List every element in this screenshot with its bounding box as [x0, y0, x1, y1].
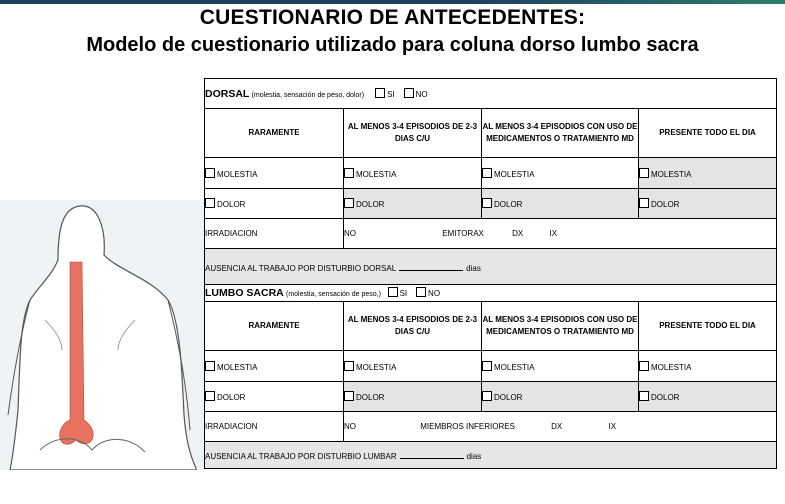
lumbo-molestia-row	[205, 351, 777, 382]
checkbox[interactable]	[205, 198, 215, 208]
checkbox[interactable]	[482, 198, 492, 208]
dorsal-yes-label: SI	[387, 89, 395, 99]
lumbo-dolor-cell-2[interactable]	[344, 382, 482, 412]
lumbo-absence-row	[205, 442, 777, 469]
lumbo-col-2: AL MENOS 3-4 EPISODIOS DE 2-3 DIAS C/U	[344, 302, 482, 351]
dorsal-no-checkbox[interactable]	[404, 88, 414, 98]
lumbo-absence-label: AUSENCIA AL TRABAJO POR DISTURBIO LUMBAR	[205, 452, 397, 461]
dorsal-dolor-row	[205, 189, 777, 219]
lumbo-col-1: RARAMENTE	[205, 302, 344, 351]
checkbox[interactable]	[205, 168, 215, 178]
dorsal-col-3: AL MENOS 3-4 EPISODIOS CON USO DE MEDICAMENTOS O TRATAMIENTO MD	[482, 109, 639, 158]
dorsal-absence-label: AUSENCIA AL TRABAJO POR DISTURBIO DORSAL	[205, 263, 397, 273]
lumbo-irradiacion-row	[205, 412, 777, 442]
dorsal-molestia-cell-3[interactable]	[482, 158, 639, 189]
checkbox[interactable]	[639, 361, 649, 371]
lumbo-header-row	[205, 285, 777, 302]
lumbo-molestia-cell-4[interactable]	[639, 351, 777, 382]
dorsal-irradiacion-row	[205, 219, 777, 249]
dorsal-irr-no[interactable]: NO	[344, 229, 356, 238]
lumbo-irr-no[interactable]: NO	[344, 422, 356, 431]
back-spine-illustration	[0, 200, 205, 470]
lumbo-irr-options[interactable]	[344, 412, 777, 442]
option-label: DOLOR	[217, 393, 246, 402]
dorsal-dolor-cell-3[interactable]	[482, 189, 639, 219]
lumbo-col-3: AL MENOS 3-4 EPISODIOS CON USO DE MEDICAMENTOS O TRATAMIENTO MD	[482, 302, 639, 351]
dorsal-col-1: RARAMENTE	[205, 109, 344, 158]
page-title: CUESTIONARIO DE ANTECEDENTES:	[199, 6, 586, 29]
option-label: MOLESTIA	[494, 362, 535, 372]
dorsal-section-desc: (molestia, sensación de peso, dolor)	[251, 91, 365, 99]
dorsal-columns-row	[205, 109, 777, 158]
checkbox[interactable]	[482, 391, 492, 401]
dorsal-molestia-row	[205, 158, 777, 189]
lumbo-section-name: LUMBO SACRA	[205, 287, 284, 299]
dorsal-absence-unit: dias	[466, 263, 481, 273]
lumbo-irr-label: IRRADIACION	[205, 412, 344, 442]
option-label: DOLOR	[494, 393, 523, 402]
option-label: MOLESTIA	[651, 169, 692, 179]
checkbox[interactable]	[639, 168, 649, 178]
checkbox[interactable]	[639, 391, 649, 401]
option-label: DOLOR	[217, 200, 246, 209]
dorsal-molestia-cell-4[interactable]	[639, 158, 777, 189]
dorsal-section-name: DORSAL	[205, 87, 250, 100]
lumbo-dolor-cell-3[interactable]	[482, 382, 639, 412]
dorsal-absence-row	[205, 249, 777, 285]
checkbox[interactable]	[482, 168, 492, 178]
lumbo-absence-unit: dias	[466, 452, 482, 461]
checkbox[interactable]	[344, 391, 354, 401]
lumbo-section-desc: (molestia, sensación de peso,)	[285, 291, 381, 298]
option-label: MOLESTIA	[217, 362, 258, 372]
lumbo-dolor-cell-1[interactable]	[205, 382, 344, 412]
lumbo-dolor-cell-4[interactable]	[639, 382, 777, 412]
top-accent-bar	[0, 0, 785, 4]
lumbo-molestia-cell-2[interactable]	[344, 351, 482, 382]
checkbox[interactable]	[482, 361, 492, 371]
option-label: MOLESTIA	[217, 169, 258, 179]
option-label: DOLOR	[356, 200, 385, 209]
lumbo-irr-dx[interactable]: DX	[551, 422, 563, 431]
option-label: MOLESTIA	[356, 169, 397, 179]
dorsal-col-4: PRESENTE TODO EL DIA	[639, 109, 777, 158]
dorsal-col-2: AL MENOS 3-4 EPISODIOS DE 2-3 DIAS C/U	[344, 109, 482, 158]
lumbo-molestia-cell-3[interactable]	[482, 351, 639, 382]
dorsal-dolor-cell-1[interactable]	[205, 189, 344, 219]
dorsal-irr-options[interactable]	[344, 219, 777, 249]
option-label: MOLESTIA	[356, 362, 397, 372]
option-label: DOLOR	[356, 393, 385, 402]
dorsal-absence-days-field[interactable]	[399, 261, 463, 271]
option-label: MOLESTIA	[651, 362, 692, 372]
lumbo-no-label: NO	[428, 289, 441, 298]
lumbo-irr-region[interactable]: MIEMBROS INFERIORES	[420, 422, 515, 431]
page-subtitle: Modelo de cuestionario utilizado para coluna dorso lumbo sacra	[86, 34, 699, 56]
dorsal-molestia-cell-2[interactable]	[344, 158, 482, 189]
checkbox[interactable]	[639, 198, 649, 208]
questionnaire-form	[204, 78, 776, 470]
dorsal-header-row	[205, 79, 777, 109]
lumbo-columns-row	[205, 302, 777, 351]
lumbo-col-4: PRESENTE TODO EL DIA	[639, 302, 777, 351]
dorsal-molestia-cell-1[interactable]	[205, 158, 344, 189]
option-label: DOLOR	[494, 200, 523, 209]
checkbox[interactable]	[344, 168, 354, 178]
dorsal-irr-ix[interactable]: IX	[549, 229, 558, 238]
lumbo-dolor-row	[205, 382, 777, 412]
dorsal-irr-dx[interactable]: DX	[512, 229, 524, 238]
dorsal-dolor-cell-2[interactable]	[344, 189, 482, 219]
lumbo-absence-days-field[interactable]	[400, 449, 464, 459]
dorsal-yes-checkbox[interactable]	[375, 88, 385, 98]
option-label: DOLOR	[651, 393, 680, 402]
checkbox[interactable]	[205, 361, 215, 371]
checkbox[interactable]	[344, 198, 354, 208]
questionnaire-table	[204, 78, 777, 469]
option-label: MOLESTIA	[494, 169, 535, 179]
dorsal-irr-region[interactable]: EMITORAX	[442, 229, 484, 238]
checkbox[interactable]	[205, 391, 215, 401]
dorsal-dolor-cell-4[interactable]	[639, 189, 777, 219]
lumbo-no-checkbox[interactable]	[416, 287, 426, 297]
dorsal-no-label: NO	[415, 89, 428, 99]
option-label: DOLOR	[651, 200, 680, 209]
checkbox[interactable]	[344, 361, 354, 371]
lumbo-molestia-cell-1[interactable]	[205, 351, 344, 382]
lumbo-yes-label: SI	[399, 289, 408, 298]
dorsal-irr-label: IRRADIACION	[205, 219, 344, 249]
lumbo-irr-ix[interactable]: IX	[608, 422, 617, 431]
lumbo-yes-checkbox[interactable]	[388, 287, 398, 297]
